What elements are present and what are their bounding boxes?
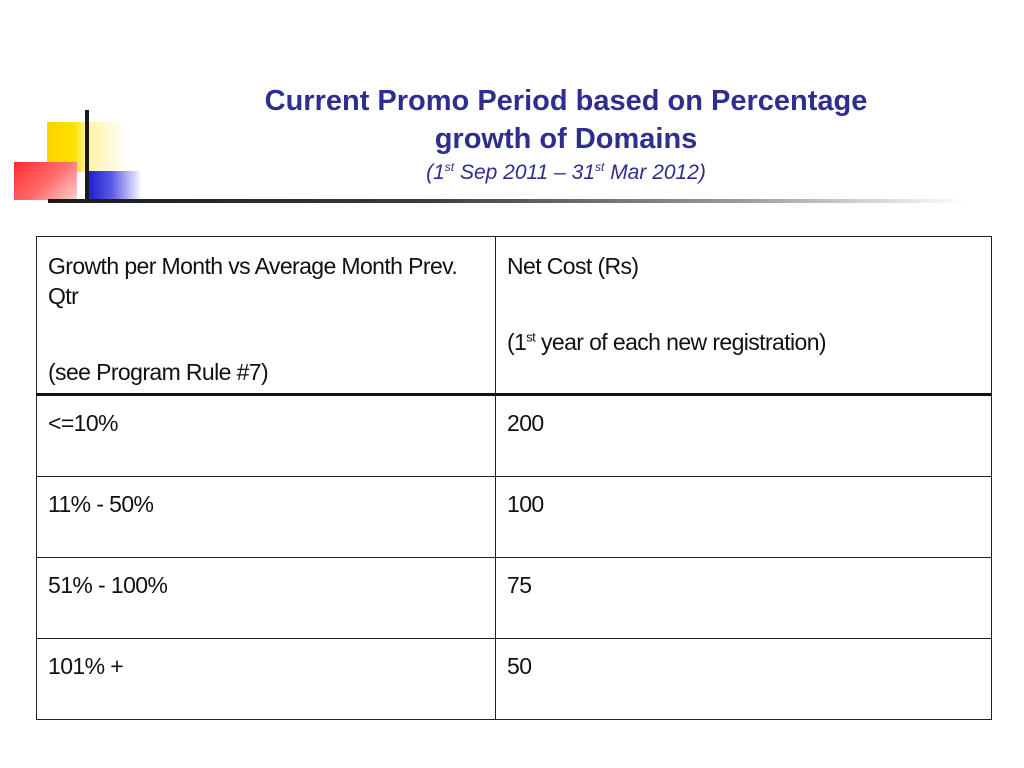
- subtitle-end-rest: Mar 2012): [604, 161, 706, 184]
- growth-cell: 11% - 50%: [37, 477, 496, 558]
- table-row: [37, 558, 992, 639]
- header-cost-line2-post: year of each new registration): [535, 329, 826, 355]
- subtitle-open-paren: (: [426, 161, 434, 184]
- title-underline-rule: [48, 199, 968, 203]
- cost-cell: 100: [496, 477, 992, 558]
- growth-cell: 51% - 100%: [37, 558, 496, 639]
- header-cost-line2-pre: (1: [507, 329, 527, 355]
- cost-cell: 50: [496, 639, 992, 720]
- decorative-logo-blocks: [0, 0, 150, 210]
- table-row: [37, 639, 992, 720]
- table-row: [37, 395, 992, 477]
- header-cost-line1: Net Cost (Rs): [507, 253, 639, 279]
- slide-title: [150, 82, 982, 158]
- header-growth-line2: (see Program Rule #7): [48, 359, 269, 385]
- subtitle-start-num: 1: [433, 161, 445, 184]
- subtitle-start-sup: st: [444, 160, 455, 174]
- table-row: [37, 477, 992, 558]
- table-header-row: [37, 237, 992, 395]
- header-growth-cell: [37, 237, 496, 395]
- cost-cell: 75: [496, 558, 992, 639]
- slide-title-line1: Current Promo Period based on Percentage: [264, 85, 868, 117]
- growth-cell: <=10%: [37, 395, 496, 477]
- slide-title-line2: growth of Domains: [434, 123, 698, 155]
- subtitle-start-rest: Sep 2011 – 31: [454, 161, 596, 184]
- slide-subtitle: [150, 160, 982, 186]
- logo-red-square: [14, 162, 77, 200]
- logo-yellow-fade: [87, 122, 127, 172]
- header-cost-line2: [507, 327, 981, 357]
- logo-vertical-line: [85, 110, 89, 202]
- header-growth-line1: Growth per Month vs Average Month Prev. Qtr: [48, 253, 458, 309]
- promo-pricing-table: [36, 236, 992, 720]
- growth-cell: 101% +: [37, 639, 496, 720]
- header-cost-line2-sup: st: [526, 329, 536, 345]
- cost-cell: 200: [496, 395, 992, 477]
- subtitle-end-sup: st: [595, 160, 605, 174]
- header-cost-cell: [496, 237, 992, 395]
- logo-blue-bar: [87, 171, 142, 199]
- slide-title-block: [150, 82, 982, 186]
